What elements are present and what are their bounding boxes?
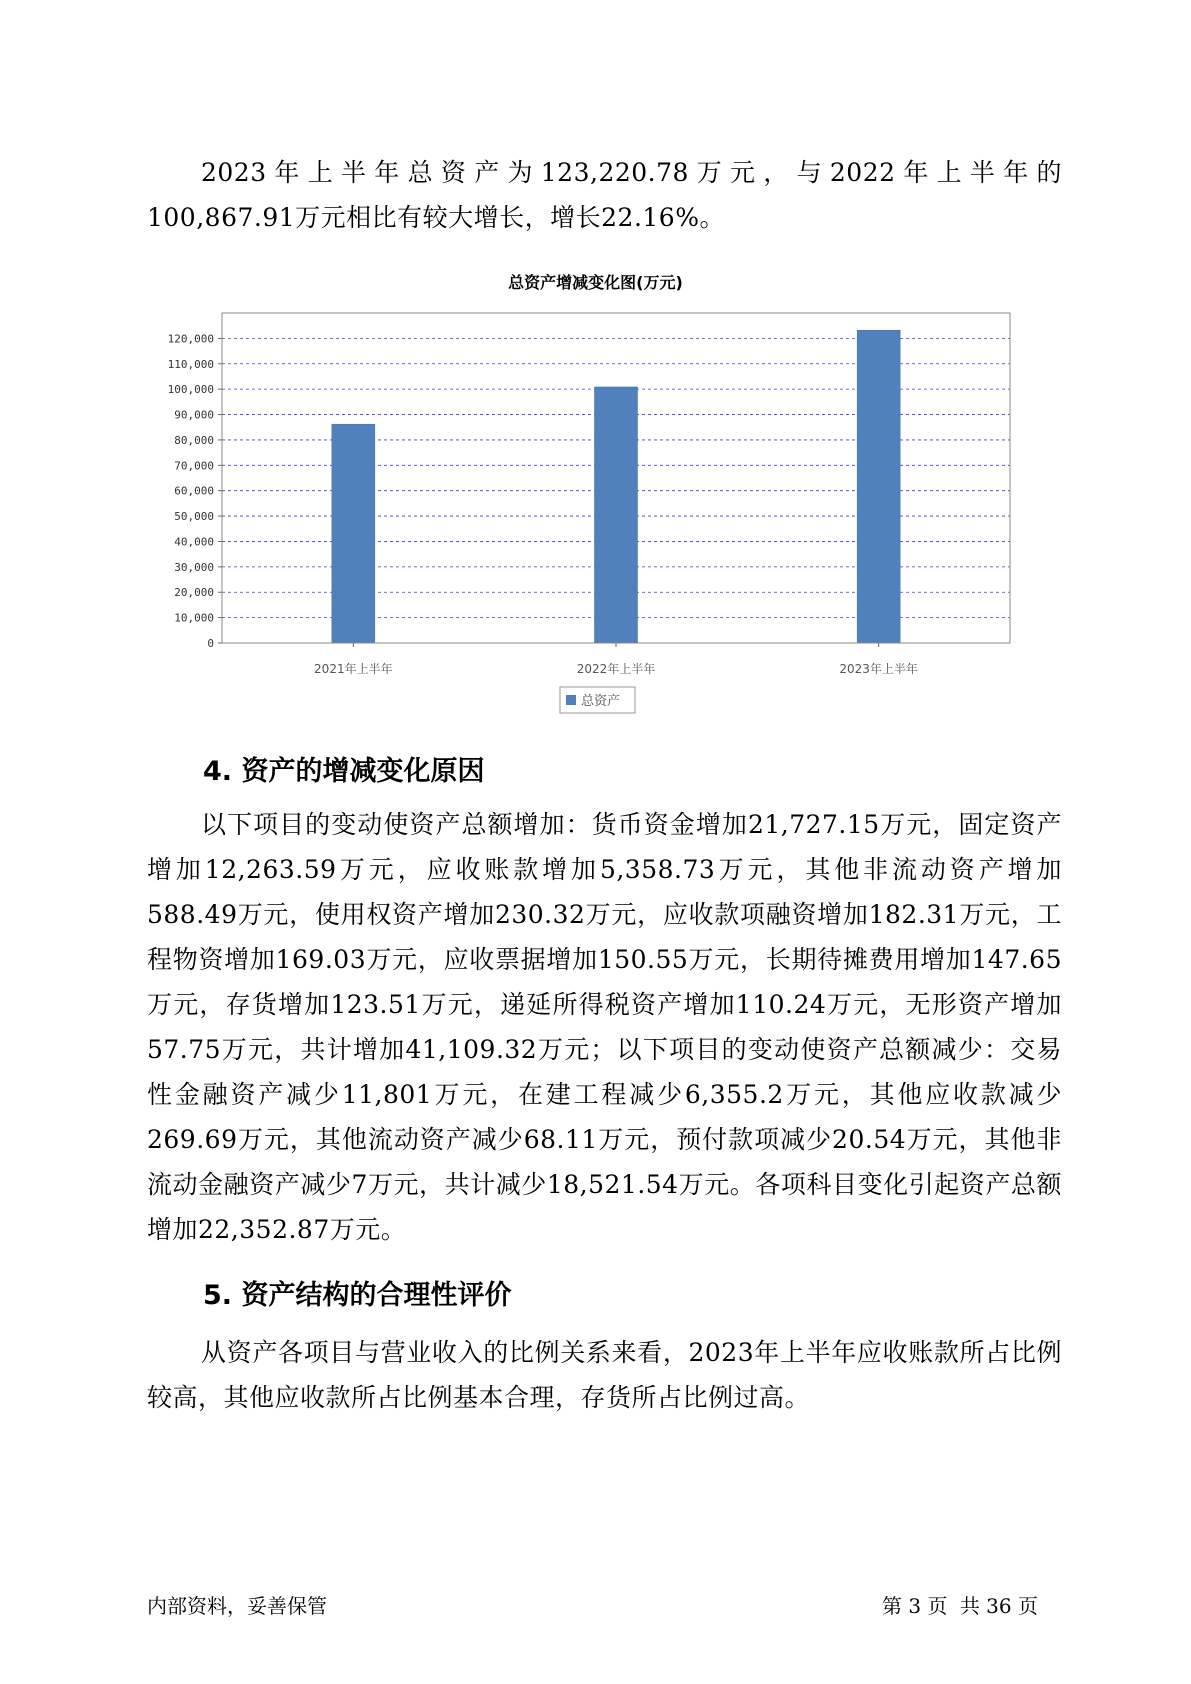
chart-title: 总资产增减变化图(万元) <box>508 273 683 292</box>
footer-confidential-note: 内部资料，妥善保管 <box>147 1594 327 1618</box>
x-tick-label: 2022年上半年 <box>576 662 656 676</box>
bar <box>857 330 900 643</box>
y-tick-label: 90,000 <box>174 408 214 422</box>
section5-heading: 5. 资产结构的合理性评价 <box>203 1280 512 1311</box>
y-tick-label: 10,000 <box>174 611 214 625</box>
y-tick-label: 110,000 <box>167 357 214 371</box>
section5-body: 从资产各项目与营业收入的比例关系来看，2023年上半年应收账款所占比例较高，其他应收款所占比例基本合理，存货所占比例过高。 <box>147 1338 1062 1412</box>
y-tick-label: 40,000 <box>174 535 214 549</box>
x-tick-label: 2021年上半年 <box>314 662 393 676</box>
section4-body: 以下项目的变动使资产总额增加：货币资金增加21,727.15万元，固定资产增加12,263.59万元，应收账款增加5,358.73万元，其他非流动资产增加588.49万元，使用权资产增加230.32万元，应收款项融资增加182.31万元，工程物资增加169.03万元，应收票据增加150.55万元，长期待摊费用增加147.65万元，存货增加123.51万元，递延所得税资产增加110.24万元，无形资产增加57.75万元，共计增加41,109.32万元；以下项目的变动使资产总额减少：交易性金融资产减少11,801万元，在建工程减少6,355.2万元，其他应收款减少269.69万元，其他流动资产减少68.11万元，预付款项减少20.54万元，其他非流动金融资产减少7万元，共计减少18,521.54万元。各项科目变化引起资产总额增加22,352.87万元。 <box>147 810 1062 1244</box>
footer-total-pages: 共 36 页 <box>959 1594 1038 1618</box>
y-tick-label: 120,000 <box>167 332 214 346</box>
y-tick-label: 80,000 <box>174 433 214 447</box>
y-tick-label: 0 <box>207 637 214 650</box>
total-assets-bar-chart <box>0 0 1191 720</box>
y-tick-label: 20,000 <box>174 586 214 600</box>
legend-swatch <box>566 695 576 705</box>
y-tick-label: 70,000 <box>174 459 214 473</box>
y-tick-label: 30,000 <box>174 560 214 574</box>
footer-page-number: 第 3 页 <box>882 1594 948 1618</box>
footer-page-info <box>882 1592 1044 1620</box>
intro-paragraph: 2023年上半年总资产为123,220.78万元，与2022年上半年的100,867.91万元相比有较大增长，增长22.16%。 <box>147 158 1062 232</box>
section4-heading: 4. 资产的增减变化原因 <box>203 756 485 787</box>
x-tick-label: 2023年上半年 <box>839 662 918 676</box>
bar <box>595 387 638 643</box>
y-tick-label: 50,000 <box>174 510 214 524</box>
y-tick-label: 60,000 <box>174 484 214 498</box>
legend-label: 总资产 <box>581 694 621 709</box>
bar <box>332 424 375 643</box>
y-tick-label: 100,000 <box>167 383 214 397</box>
